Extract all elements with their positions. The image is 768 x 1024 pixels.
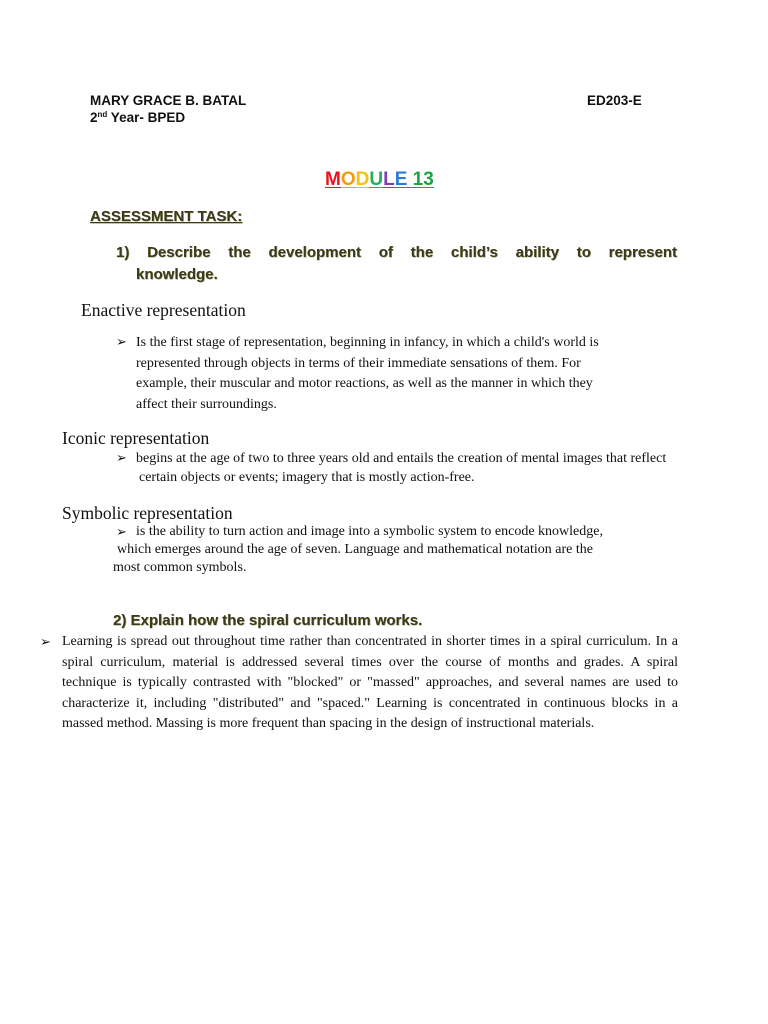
enactive-heading: Enactive representation (81, 300, 246, 320)
arrow-bullet-icon: ➢ (116, 524, 127, 539)
arrow-bullet-icon: ➢ (116, 450, 127, 465)
iconic-line: begins at the age of two to three years old and entails the creation of mental images that reflect (136, 451, 667, 466)
assessment-task-title: ASSESSMENT TASK: (90, 208, 243, 225)
arrow-bullet-icon: ➢ (116, 334, 127, 349)
year-level: 2nd Year- BPED (90, 110, 186, 125)
question-2-title: 2) Explain how the spiral curriculum works. (113, 612, 423, 629)
module-letter: L (383, 169, 395, 190)
symbolic-line-1: is the ability to turn action and image into a symbolic system to encode knowledge, (136, 524, 603, 539)
module-letter: D (355, 169, 370, 190)
module-letter: O (340, 169, 356, 190)
question-1-line-1: 1) Describe the development of the child’s ability to represent (116, 244, 677, 261)
course-code: ED203-E (587, 93, 642, 108)
arrow-bullet-icon: ➢ (40, 634, 51, 649)
iconic-text (136, 449, 666, 487)
author-name: MARY GRACE B. BATAL (90, 93, 247, 108)
module-title (325, 169, 434, 191)
enactive-line: Is the first stage of representation, beginning in infancy, in which a child's world is (136, 335, 599, 350)
question-1-line-2: knowledge. (136, 266, 218, 283)
enactive-line: example, their muscular and motor reactions, as well as the manner in which they (136, 376, 593, 391)
module-letter: E (394, 169, 408, 190)
module-word (325, 169, 407, 190)
module-number: 13 (407, 169, 434, 190)
spiral-curriculum-paragraph: Learning is spread out throughout time rather than concentrated in shorter times in a spiral curriculum. In a spiral curriculum, material is addressed several times over the course of months and grades. A spiral technique is typically contrasted with "blocked" or "massed" approaches, and several names are used to characterize it, including "distributed" and "spaced." Learning is concentrated in continuous blocks in a massed method. Massing is more frequent than spacing in the design of instructional materials. (62, 634, 678, 732)
module-letter: M (325, 169, 341, 190)
enactive-line: represented through objects in terms of their immediate sensations of them. For (136, 355, 581, 371)
enactive-line: affect their surroundings. (136, 396, 277, 412)
iconic-heading: Iconic representation (62, 428, 210, 448)
iconic-line: certain objects or events; imagery that is mostly action-free. (139, 470, 475, 485)
enactive-text (136, 333, 599, 415)
symbolic-heading: Symbolic representation (62, 503, 233, 523)
symbolic-line-3: most common symbols. (113, 560, 247, 575)
module-letter: U (369, 169, 384, 190)
symbolic-line-2: which emerges around the age of seven. Language and mathematical notation are the (117, 542, 593, 557)
